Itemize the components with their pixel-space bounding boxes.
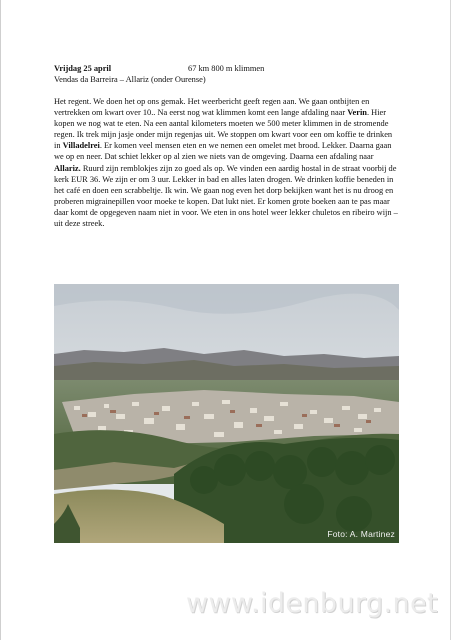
body-text-2: . Hier kopen we nog wat te eten. Na een aantal kilometers moeten we 500 meter klimmen in de stromende regen. Ik trek mijn jasje onder mijn regenjas uit. We stoppen om kwart voor een om koffie te drinken in bbox=[54, 108, 393, 151]
photo-credit: Foto: A. Martinez bbox=[327, 529, 395, 539]
place-allariz: Allariz. bbox=[54, 163, 81, 173]
entry-route: Vendas da Barreira – Allariz (onder Ourense) bbox=[54, 74, 206, 84]
place-verin: Verin bbox=[347, 108, 367, 118]
page-edge-right bbox=[450, 0, 451, 640]
body-text-4: Ruurd zijn remblokjes zijn zo goed als op. We vinden een aardig hostal in de straat voorbij de kerk EUR 36. We zijn er om 3 uur. Lekker in bad en alles laten drogen. We drinken koffie beneden in het café en doen een scrabbeltje. Ik win. We gaan nog even het dorp bekijken want het is nu droog en proberen migrainepillen voor moeke te kopen. Dat lukt niet. Er komen grote boeken aan te pas maar daar komt de opgegeven naam niet in voor. We eten in ons hotel weer lekker chuletos en ribeiro wijn – uit deze streek. bbox=[54, 163, 398, 229]
entry-header bbox=[54, 64, 404, 85]
landscape-photo bbox=[54, 284, 399, 543]
body-text-1: Het regent. We doen het op ons gemak. Het weerbericht geeft regen aan. We gaan ontbijten en vertrekken om kwart over 10.. Na eerst nog wat klimmen komt een lange afdaling naar bbox=[54, 97, 370, 118]
body-text-3: . Er komen veel mensen eten en we nemen een omelet met brood. Lekker. Daarna gaan we op en neer. Dat schiet lekker op al zien we niets van de omgeving. Daarna een afdaling naar bbox=[54, 141, 392, 162]
place-villadelrei: Villadelrei bbox=[62, 141, 100, 151]
entry-distance: 67 km 800 m klimmen bbox=[188, 64, 265, 73]
page-edge-left bbox=[0, 0, 1, 640]
landscape-illustration bbox=[54, 284, 399, 543]
entry-date: Vrijdag 25 april bbox=[54, 64, 112, 73]
site-watermark: www.idenburg.net bbox=[186, 588, 439, 619]
entry-body bbox=[54, 96, 400, 229]
